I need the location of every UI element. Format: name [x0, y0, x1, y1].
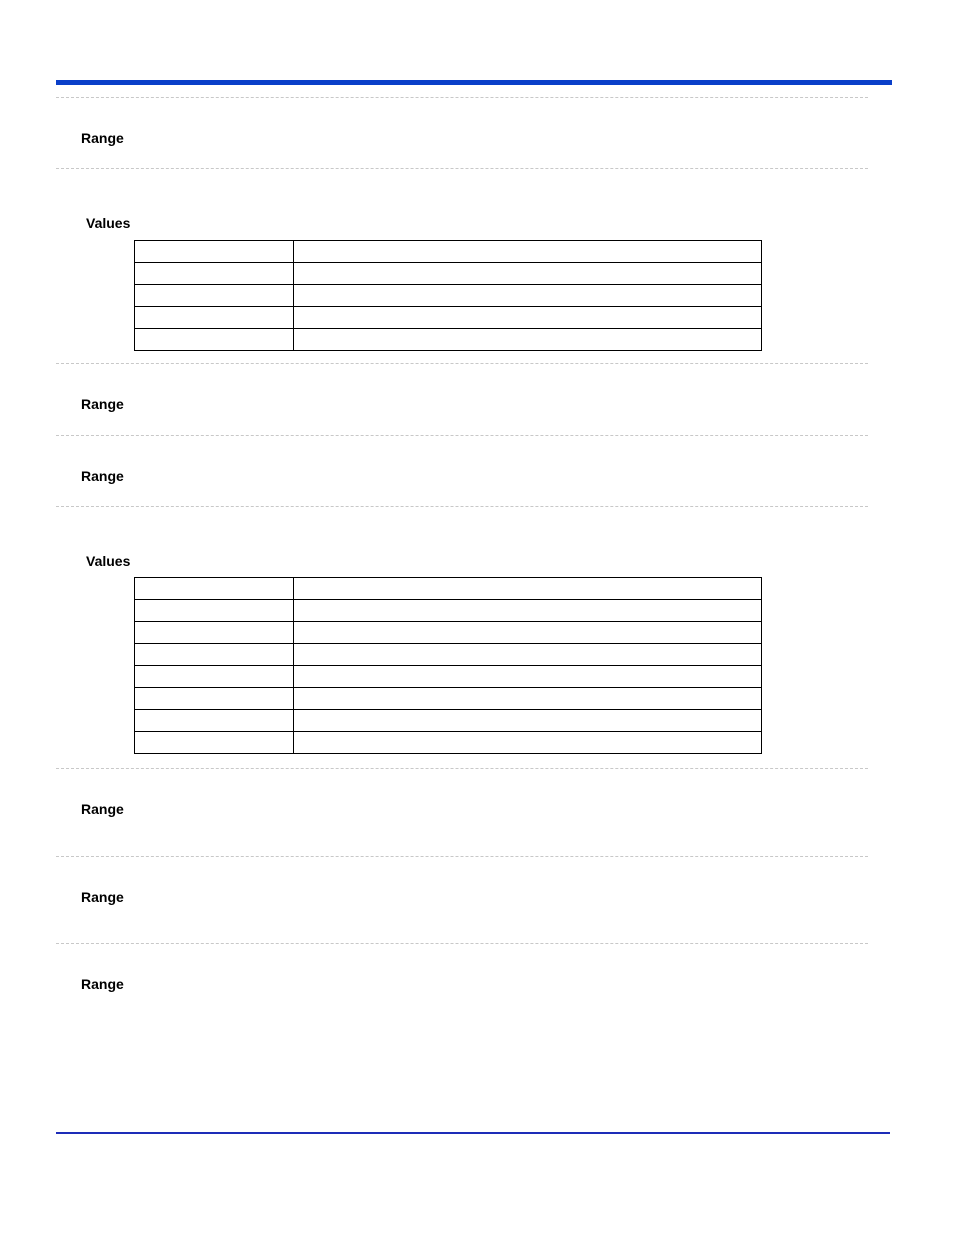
table-row	[135, 329, 762, 351]
table-cell	[135, 578, 294, 600]
range-label: Range	[81, 130, 124, 146]
section-separator	[56, 97, 868, 98]
footer-rule	[56, 1132, 890, 1134]
table-cell	[135, 307, 294, 329]
table-row	[135, 666, 762, 688]
table-row	[135, 622, 762, 644]
values-table	[134, 240, 762, 351]
range-label: Range	[81, 801, 124, 817]
table-cell	[294, 285, 762, 307]
table-row	[135, 241, 762, 263]
table-cell	[294, 644, 762, 666]
table-cell	[135, 622, 294, 644]
table-cell	[294, 307, 762, 329]
range-label: Range	[81, 889, 124, 905]
table-cell	[294, 622, 762, 644]
table-row	[135, 285, 762, 307]
table-cell	[135, 710, 294, 732]
table-cell	[135, 241, 294, 263]
section-separator	[56, 943, 868, 944]
table-row	[135, 307, 762, 329]
table-row	[135, 688, 762, 710]
table-cell	[135, 732, 294, 754]
table-cell	[294, 329, 762, 351]
table-cell	[135, 329, 294, 351]
section-separator	[56, 506, 868, 507]
table-row	[135, 600, 762, 622]
table-cell	[294, 688, 762, 710]
section-separator	[56, 363, 868, 364]
table-row	[135, 578, 762, 600]
table-row	[135, 644, 762, 666]
table-cell	[294, 710, 762, 732]
range-label: Range	[81, 396, 124, 412]
table-row	[135, 263, 762, 285]
section-separator	[56, 768, 868, 769]
table-cell	[294, 263, 762, 285]
table-cell	[135, 688, 294, 710]
table-row	[135, 710, 762, 732]
table-cell	[135, 600, 294, 622]
table-cell	[294, 666, 762, 688]
table-cell	[135, 263, 294, 285]
section-separator	[56, 168, 868, 169]
table-cell	[294, 578, 762, 600]
section-separator	[56, 856, 868, 857]
table-cell	[294, 732, 762, 754]
table-cell	[294, 241, 762, 263]
table-cell	[294, 600, 762, 622]
values-label: Values	[86, 215, 131, 231]
values-table	[134, 577, 762, 754]
table-cell	[135, 666, 294, 688]
range-label: Range	[81, 976, 124, 992]
section-separator	[56, 435, 868, 436]
range-label: Range	[81, 468, 124, 484]
table-row	[135, 732, 762, 754]
table-cell	[135, 644, 294, 666]
table-cell	[135, 285, 294, 307]
header-rule	[56, 80, 892, 85]
values-label: Values	[86, 553, 131, 569]
